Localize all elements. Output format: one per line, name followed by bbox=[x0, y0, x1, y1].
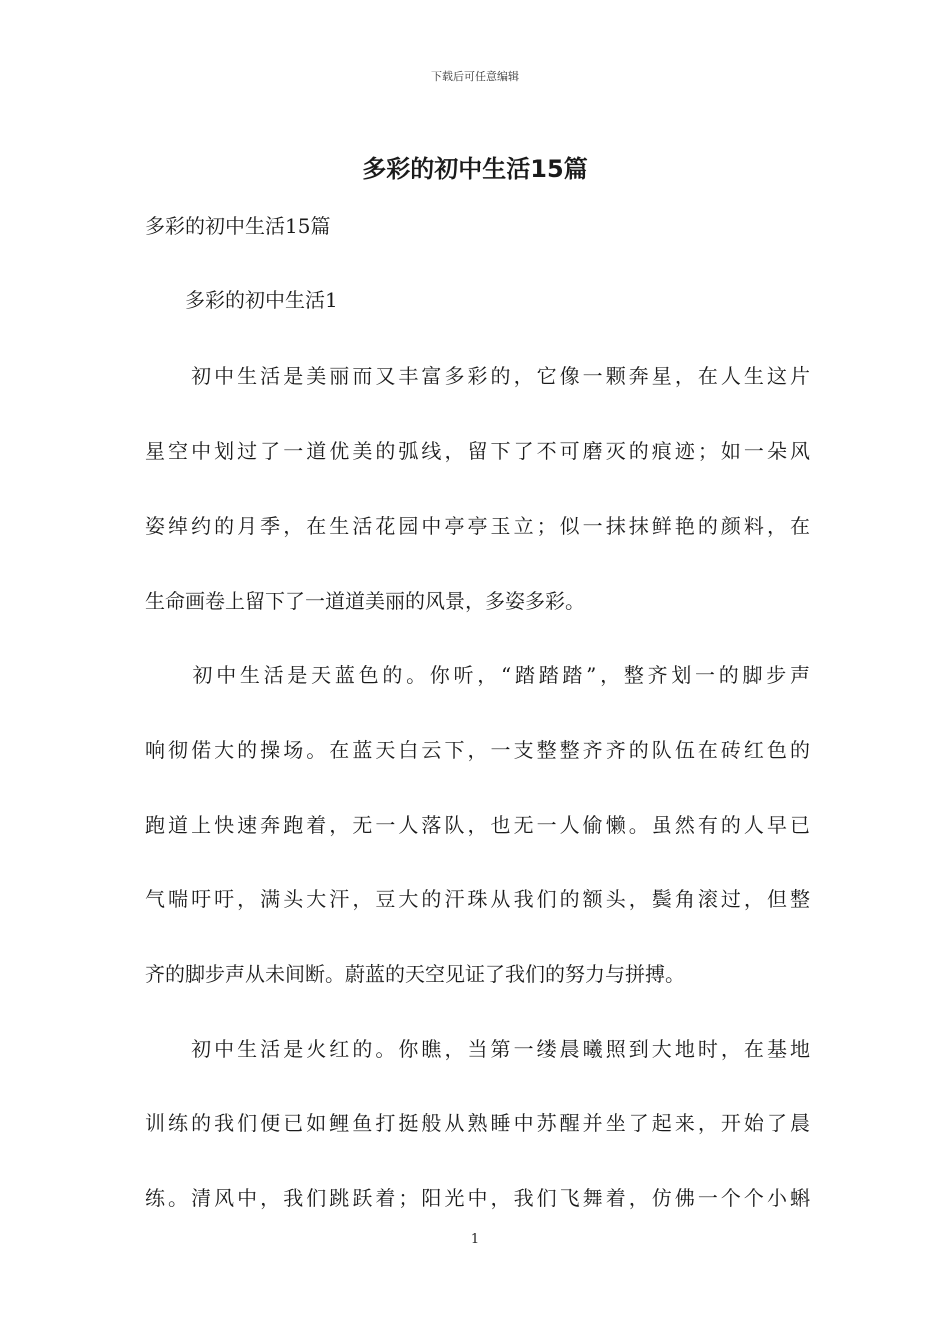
paragraph-line: 训练的我们便已如鲤鱼打挺般从熟睡中苏醒并坐了起来，开始了晨 bbox=[145, 1111, 810, 1135]
paragraph-line: 跑道上快速奔跑着，无一人落队，也无一人偷懒。虽然有的人早已 bbox=[145, 813, 810, 837]
paragraph-line: 练。清风中，我们跳跃着；阳光中，我们飞舞着，仿佛一个个小蝌 bbox=[145, 1186, 810, 1210]
header-note: 下载后可任意编辑 bbox=[431, 70, 519, 83]
document-title: 多彩的初中生活15篇 bbox=[362, 155, 588, 183]
paragraph-line: 初中生活是天蓝色的。你听，“踏踏踏”，整齐划一的脚步声 bbox=[145, 663, 810, 687]
paragraph-line: 初中生活是美丽而又丰富多彩的，它像一颗奔星，在人生这片 bbox=[145, 364, 810, 388]
paragraph-line: 初中生活是火红的。你瞧，当第一缕晨曦照到大地时，在基地 bbox=[145, 1037, 810, 1061]
paragraph-line: 星空中划过了一道优美的弧线，留下了不可磨灭的痕迹；如一朵风 bbox=[145, 439, 810, 463]
paragraph-line: 生命画卷上留下了一道道美丽的风景，多姿多彩。 bbox=[145, 589, 585, 613]
paragraph-line: 齐的脚步声从未间断。蔚蓝的天空见证了我们的努力与拼搏。 bbox=[145, 962, 685, 986]
paragraph-line: 气喘吁吁，满头大汗，豆大的汗珠从我们的额头，鬓角滚过，但整 bbox=[145, 887, 810, 911]
section-heading: 多彩的初中生活1 bbox=[145, 288, 338, 312]
subtitle-line: 多彩的初中生活15篇 bbox=[145, 214, 331, 238]
paragraph-line: 姿绰约的月季，在生活花园中亭亭玉立；似一抹抹鲜艳的颜料，在 bbox=[145, 514, 810, 538]
paragraph-line: 响彻偌大的操场。在蓝天白云下，一支整整齐齐的队伍在砖红色的 bbox=[145, 738, 810, 762]
page-number: 1 bbox=[470, 1232, 480, 1247]
